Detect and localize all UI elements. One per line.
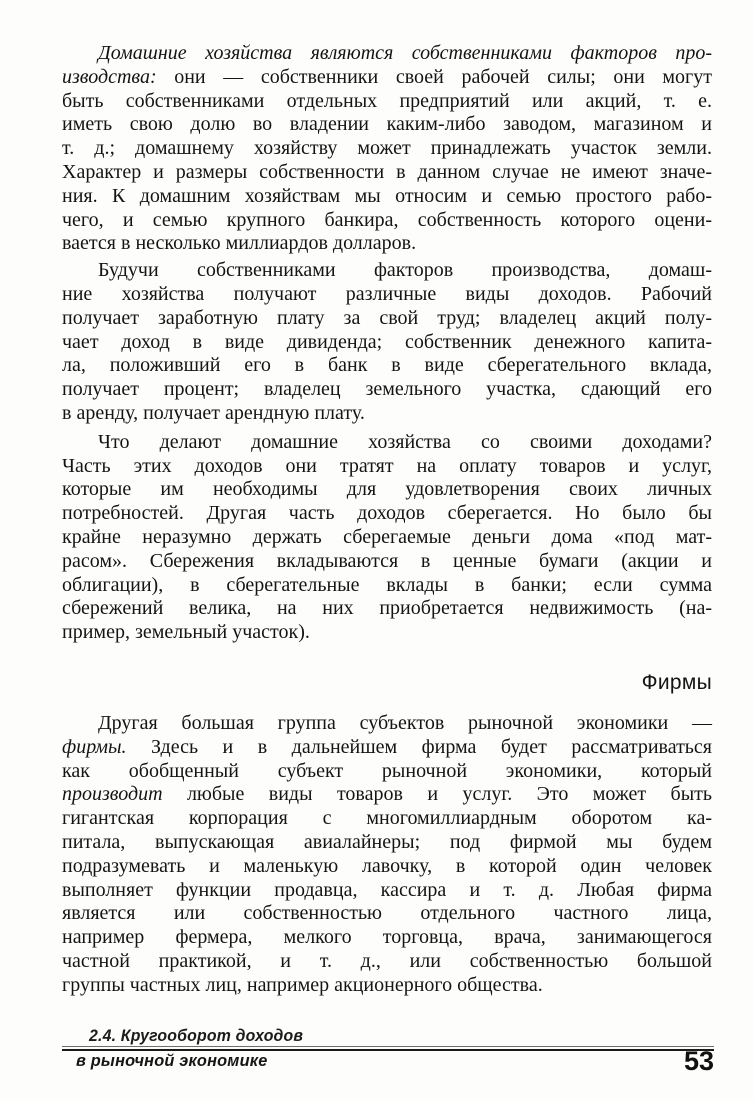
section-heading: Фирмы	[641, 670, 712, 694]
text-line: частной практикой, и т. д., или собственностью большой	[62, 949, 712, 972]
text-line: Другая большая группа субъектов рыночной экономики —	[98, 711, 712, 734]
page-number: 53	[683, 1046, 714, 1076]
text-line: выполняет функции продавца, кассира и т. д. Любая фирма	[62, 878, 712, 901]
text-line: вается в несколько миллиардов долларов.	[62, 232, 417, 255]
text-line: производит любые виды товаров и услуг. Это может быть	[62, 783, 712, 806]
text-line: группы частных лиц, например акционерного общества.	[62, 973, 543, 996]
text-line: например фермера, мелкого торговца, врача, занимающегося	[62, 926, 712, 949]
text-line: чает доход в виде дивиденда; собственник денежного капита-	[62, 330, 712, 353]
text-line: потребностей. Другая часть доходов сберегается. Но было бы	[62, 502, 712, 525]
text-line: Часть этих доходов они тратят на оплату товаров и услуг,	[62, 454, 712, 477]
text-line: подразумевать и маленькую лавочку, в которой один человек	[62, 854, 712, 877]
text-line: получает заработную плату за свой труд; владелец акций полу-	[62, 306, 712, 329]
text-line: быть собственниками отдельных предприятий или акций, т. е.	[62, 89, 712, 112]
paragraph	[62, 431, 712, 645]
text-line: ла, положивший его в банк в виде сберегательного вклада,	[62, 354, 712, 377]
footer-section-title-line2: в рыночной экономике	[76, 1051, 268, 1070]
text-line: пример, земельный участок).	[62, 621, 310, 644]
text-line: иметь свою долю во владении каким-либо заводом, магазином и	[62, 113, 712, 136]
text-line: гигантская корпорация с многомиллиардным оборотом ка-	[62, 807, 712, 830]
text-line: которые им необходимы для удовлетворения своих личных	[62, 478, 712, 501]
text-line: т. д.; домашнему хозяйству может принадлежать участок земли.	[62, 137, 712, 160]
text-line: изводства: они — собственники своей рабочей силы; они могут	[62, 65, 712, 88]
text-line: Характер и размеры собственности в данном случае не имеют значе-	[62, 160, 712, 183]
body-text	[62, 42, 712, 997]
text-line: расом». Сбережения вкладываются в ценные бумаги (акции и	[62, 549, 712, 572]
text-line: Домашние хозяйства являются собственниками факторов про-	[98, 42, 712, 64]
text-line: получает процент; владелец земельного участка, сдающий его	[62, 378, 712, 401]
footer-section-title-line1: 2.4. Кругооборот доходов	[89, 1027, 304, 1045]
text-line: сбережений велика, на них приобретается недвижимость (на-	[62, 597, 712, 620]
text-line: чего, и семью крупного банкира, собственность которого оцени-	[62, 208, 712, 231]
text-line: крайне неразумно держать сберегаемые деньги дома «под мат-	[62, 525, 712, 548]
text-line: облигации), в сберегательные вклады в банки; если сумма	[62, 573, 712, 596]
text-line: ние хозяйства получают различные виды доходов. Рабочий	[62, 282, 712, 305]
text-line: Что делают домашние хозяйства со своими доходами?	[98, 430, 712, 453]
text-line: ния. К домашним хозяйствам мы относим и семью простого рабо-	[62, 184, 712, 207]
paragraph	[62, 42, 712, 256]
text-line: является или собственностью отдельного частного лица,	[62, 902, 712, 925]
text-line: Будучи собственниками факторов производства, домаш-	[98, 259, 712, 282]
text-line: в аренду, получает арендную плату.	[62, 401, 365, 424]
paragraph	[62, 259, 712, 426]
text-line: как обобщенный субъект рыночной экономики, который	[62, 759, 712, 782]
paragraph	[62, 712, 712, 998]
text-line: питала, выпускающая авиалайнеры; под фирмой мы будем	[62, 830, 712, 853]
text-line: фирмы. Здесь и в дальнейшем фирма будет рассматриваться	[62, 735, 712, 758]
